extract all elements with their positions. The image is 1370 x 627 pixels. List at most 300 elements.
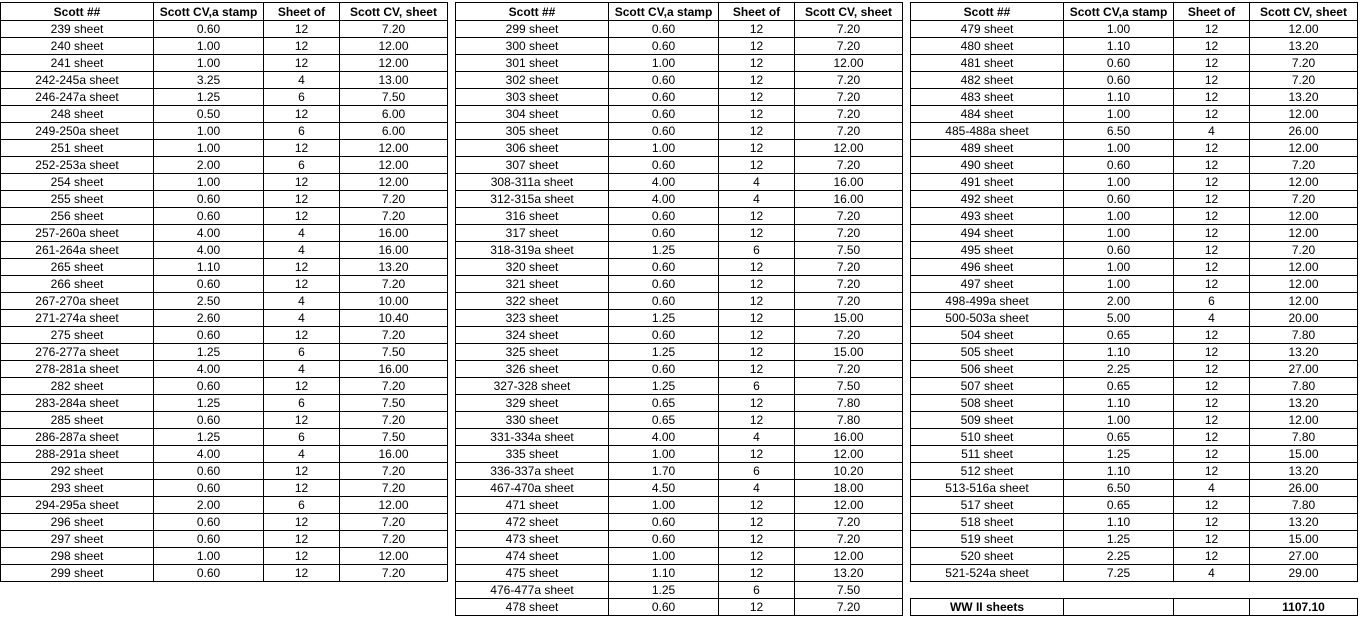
cell-scott-number: 504 sheet bbox=[911, 327, 1064, 344]
table-row bbox=[456, 548, 903, 565]
cell-scott-number: 480 sheet bbox=[911, 38, 1064, 55]
cell-scott-number: 304 sheet bbox=[456, 106, 609, 123]
table-row bbox=[911, 225, 1358, 242]
table-row bbox=[911, 395, 1358, 412]
cell-sheet-of: 12 bbox=[719, 361, 795, 378]
table-row bbox=[1, 242, 448, 259]
cell-scott-number: 312-315a sheet bbox=[456, 191, 609, 208]
cell-sheet-of: 4 bbox=[264, 242, 340, 259]
header-row bbox=[911, 3, 1358, 21]
cell-sheet-of: 12 bbox=[1174, 497, 1250, 514]
cell-cv-stamp: 0.60 bbox=[609, 293, 719, 310]
cell-scott-number: 307 sheet bbox=[456, 157, 609, 174]
cell-sheet-of: 12 bbox=[1174, 429, 1250, 446]
cell-scott-number: 248 sheet bbox=[1, 106, 154, 123]
sheet-table-2 bbox=[455, 2, 903, 616]
cell-sheet-of: 12 bbox=[1174, 55, 1250, 72]
cell-cv-stamp: 0.60 bbox=[1064, 55, 1174, 72]
cell-sheet-of: 12 bbox=[264, 259, 340, 276]
cell-sheet-of: 12 bbox=[719, 140, 795, 157]
cell-cv-sheet: 12.00 bbox=[795, 497, 903, 514]
table-row bbox=[911, 72, 1358, 89]
cell-scott-number: 490 sheet bbox=[911, 157, 1064, 174]
table-row bbox=[911, 208, 1358, 225]
table-row bbox=[456, 276, 903, 293]
cell-cv-stamp: 2.50 bbox=[154, 293, 264, 310]
table-row bbox=[456, 293, 903, 310]
cell-sheet-of: 12 bbox=[719, 548, 795, 565]
cell-scott-number: 298 sheet bbox=[1, 548, 154, 565]
cell-cv-sheet: 7.20 bbox=[795, 208, 903, 225]
cell-cv-sheet: 7.20 bbox=[340, 21, 448, 38]
cell-cv-sheet: 7.20 bbox=[795, 276, 903, 293]
cell-cv-stamp: 0.60 bbox=[154, 276, 264, 293]
cell-cv-stamp: 0.60 bbox=[609, 276, 719, 293]
cell-scott-number: 299 sheet bbox=[456, 21, 609, 38]
cell-cv-sheet: 7.20 bbox=[1250, 55, 1358, 72]
cell-cv-stamp: 1.10 bbox=[1064, 344, 1174, 361]
cell-cv-stamp: 0.60 bbox=[1064, 72, 1174, 89]
cell-cv-stamp: 0.60 bbox=[609, 225, 719, 242]
cell-sheet-of: 6 bbox=[264, 429, 340, 446]
cell-scott-number: 271-274a sheet bbox=[1, 310, 154, 327]
cell-cv-sheet: 12.00 bbox=[1250, 140, 1358, 157]
header-row bbox=[456, 3, 903, 21]
cell-cv-sheet: 7.50 bbox=[340, 429, 448, 446]
cell-scott-number: 276-277a sheet bbox=[1, 344, 154, 361]
cell-scott-number: 330 sheet bbox=[456, 412, 609, 429]
cell-sheet-of: 12 bbox=[264, 480, 340, 497]
cell-cv-stamp: 1.00 bbox=[1064, 225, 1174, 242]
cell-scott-number: 241 sheet bbox=[1, 55, 154, 72]
cell-cv-sheet: 13.00 bbox=[340, 72, 448, 89]
cell-cv-stamp: 2.60 bbox=[154, 310, 264, 327]
cell-sheet-of: 12 bbox=[719, 310, 795, 327]
cell-cv-stamp: 6.50 bbox=[1064, 480, 1174, 497]
header-cv-sheet: Scott CV, sheet bbox=[1250, 3, 1358, 21]
cell-cv-sheet: 7.20 bbox=[340, 208, 448, 225]
cell-cv-stamp: 1.10 bbox=[1064, 89, 1174, 106]
cell-sheet-of: 4 bbox=[1174, 480, 1250, 497]
cell-scott-number: 327-328 sheet bbox=[456, 378, 609, 395]
table-row bbox=[456, 480, 903, 497]
cell-cv-sheet: 7.20 bbox=[795, 531, 903, 548]
cell-cv-stamp: 1.00 bbox=[1064, 174, 1174, 191]
cell-sheet-of: 12 bbox=[264, 412, 340, 429]
table-row bbox=[1, 378, 448, 395]
cell-scott-number: 306 sheet bbox=[456, 140, 609, 157]
table-row bbox=[1, 123, 448, 140]
table-row bbox=[1, 259, 448, 276]
table-row bbox=[456, 497, 903, 514]
table-row bbox=[911, 463, 1358, 480]
cell-sheet-of: 12 bbox=[264, 378, 340, 395]
cell-cv-sheet: 7.20 bbox=[1250, 191, 1358, 208]
table-row bbox=[911, 480, 1358, 497]
cell-sheet-of: 12 bbox=[719, 446, 795, 463]
cell-cv-sheet: 7.20 bbox=[1250, 72, 1358, 89]
cell-cv-sheet: 12.00 bbox=[340, 38, 448, 55]
cell-sheet-of: 12 bbox=[719, 21, 795, 38]
table-row bbox=[456, 378, 903, 395]
table-row bbox=[1, 565, 448, 582]
cell-sheet-of: 12 bbox=[264, 276, 340, 293]
cell-cv-sheet: 7.20 bbox=[795, 293, 903, 310]
cell-cv-stamp: 2.00 bbox=[154, 157, 264, 174]
cell-cv-sheet: 15.00 bbox=[1250, 446, 1358, 463]
cell-scott-number: 497 sheet bbox=[911, 276, 1064, 293]
cell-sheet-of: 12 bbox=[1174, 395, 1250, 412]
table-row bbox=[1, 293, 448, 310]
cell-scott-number: 261-264a sheet bbox=[1, 242, 154, 259]
cell-scott-number: 255 sheet bbox=[1, 191, 154, 208]
cell-cv-sheet: 13.20 bbox=[795, 565, 903, 582]
cell-cv-sheet: 13.20 bbox=[1250, 344, 1358, 361]
cell-cv-sheet: 12.00 bbox=[340, 55, 448, 72]
cell-cv-stamp: 4.00 bbox=[154, 225, 264, 242]
cell-scott-number: 498-499a sheet bbox=[911, 293, 1064, 310]
cell-sheet-of: 12 bbox=[719, 344, 795, 361]
cell-cv-stamp: 1.10 bbox=[1064, 514, 1174, 531]
cell-cv-sheet: 12.00 bbox=[340, 497, 448, 514]
cell-sheet-of: 12 bbox=[264, 38, 340, 55]
cell-scott-number: 329 sheet bbox=[456, 395, 609, 412]
cell-sheet-of: 6 bbox=[264, 497, 340, 514]
cell-cv-stamp: 0.60 bbox=[1064, 242, 1174, 259]
cell-sheet-of: 12 bbox=[264, 174, 340, 191]
cell-cv-sheet: 12.00 bbox=[340, 174, 448, 191]
table-row bbox=[456, 514, 903, 531]
table-row bbox=[1, 548, 448, 565]
cell-cv-sheet: 7.20 bbox=[340, 531, 448, 548]
cell-sheet-of: 12 bbox=[264, 140, 340, 157]
cell-cv-sheet: 16.00 bbox=[340, 242, 448, 259]
table-row bbox=[1, 531, 448, 548]
cell-cv-stamp: 0.60 bbox=[154, 412, 264, 429]
table-row bbox=[911, 89, 1358, 106]
cell-scott-number: 282 sheet bbox=[1, 378, 154, 395]
cell-cv-stamp: 0.60 bbox=[609, 123, 719, 140]
cell-cv-stamp: 1.00 bbox=[1064, 106, 1174, 123]
table-row bbox=[1, 361, 448, 378]
cell-cv-sheet: 7.20 bbox=[795, 123, 903, 140]
cell-cv-stamp: 6.50 bbox=[1064, 123, 1174, 140]
cell-cv-sheet: 7.20 bbox=[795, 72, 903, 89]
cell-scott-number: 517 sheet bbox=[911, 497, 1064, 514]
cell-cv-stamp: 1.25 bbox=[609, 310, 719, 327]
cell-sheet-of: 6 bbox=[719, 378, 795, 395]
table-row bbox=[911, 548, 1358, 565]
cell-cv-sheet: 10.00 bbox=[340, 293, 448, 310]
cell-cv-sheet: 7.20 bbox=[795, 361, 903, 378]
cell-cv-sheet: 12.00 bbox=[340, 548, 448, 565]
cell-cv-sheet: 15.00 bbox=[795, 310, 903, 327]
cell-cv-sheet: 7.80 bbox=[1250, 378, 1358, 395]
table-row bbox=[456, 38, 903, 55]
table-row bbox=[456, 140, 903, 157]
header-scott-number: Scott ## bbox=[911, 3, 1064, 21]
table-row bbox=[456, 89, 903, 106]
sheet-table-3 bbox=[910, 2, 1358, 616]
cell-sheet-of: 4 bbox=[719, 174, 795, 191]
cell-cv-stamp: 0.65 bbox=[609, 395, 719, 412]
cell-cv-stamp: 4.50 bbox=[609, 480, 719, 497]
cell-cv-sheet: 10.40 bbox=[340, 310, 448, 327]
cell-cv-stamp: 1.00 bbox=[1064, 259, 1174, 276]
table-row bbox=[456, 531, 903, 548]
table-row bbox=[1, 191, 448, 208]
cell-cv-sheet: 13.20 bbox=[1250, 514, 1358, 531]
table-row bbox=[1, 225, 448, 242]
cell-cv-sheet: 13.20 bbox=[1250, 38, 1358, 55]
header-scott-number: Scott ## bbox=[1, 3, 154, 21]
cell-sheet-of: 12 bbox=[1174, 72, 1250, 89]
cell-cv-stamp: 1.25 bbox=[609, 378, 719, 395]
cell-sheet-of: 4 bbox=[264, 310, 340, 327]
cell-cv-stamp: 1.00 bbox=[609, 497, 719, 514]
total-label: WW II sheets bbox=[911, 599, 1064, 616]
cell-sheet-of: 12 bbox=[264, 55, 340, 72]
cell-scott-number: 292 sheet bbox=[1, 463, 154, 480]
cell-cv-sheet: 12.00 bbox=[795, 140, 903, 157]
cell-sheet-of: 12 bbox=[719, 106, 795, 123]
table-row bbox=[911, 123, 1358, 140]
cell-cv-stamp: 0.60 bbox=[154, 208, 264, 225]
cell-cv-stamp: 1.00 bbox=[609, 55, 719, 72]
cell-sheet-of: 6 bbox=[264, 395, 340, 412]
cell-cv-stamp: 1.25 bbox=[1064, 446, 1174, 463]
cell-cv-stamp: 1.00 bbox=[1064, 140, 1174, 157]
table-row bbox=[911, 293, 1358, 310]
cell-cv-sheet: 13.20 bbox=[340, 259, 448, 276]
cell-cv-sheet: 7.80 bbox=[1250, 429, 1358, 446]
cell-sheet-of: 12 bbox=[1174, 191, 1250, 208]
spacer-row bbox=[911, 582, 1358, 599]
cell-cv-sheet: 27.00 bbox=[1250, 548, 1358, 565]
cell-cv-sheet: 7.80 bbox=[795, 412, 903, 429]
cell-scott-number: 265 sheet bbox=[1, 259, 154, 276]
table-row bbox=[456, 157, 903, 174]
cell-cv-sheet: 7.20 bbox=[340, 565, 448, 582]
table-row bbox=[911, 242, 1358, 259]
cell-sheet-of: 12 bbox=[1174, 21, 1250, 38]
cell-scott-number: 323 sheet bbox=[456, 310, 609, 327]
cell-sheet-of: 12 bbox=[1174, 514, 1250, 531]
table-row bbox=[1, 157, 448, 174]
cell-sheet-of: 12 bbox=[719, 38, 795, 55]
cell-cv-sheet: 6.00 bbox=[340, 123, 448, 140]
cell-sheet-of: 12 bbox=[719, 225, 795, 242]
table-row bbox=[911, 412, 1358, 429]
cell-cv-sheet: 12.00 bbox=[1250, 225, 1358, 242]
cell-scott-number: 246-247a sheet bbox=[1, 89, 154, 106]
cell-scott-number: 300 sheet bbox=[456, 38, 609, 55]
cell-scott-number: 302 sheet bbox=[456, 72, 609, 89]
cell-scott-number: 474 sheet bbox=[456, 548, 609, 565]
table-row bbox=[1, 21, 448, 38]
cell-scott-number: 481 sheet bbox=[911, 55, 1064, 72]
cell-cv-sheet: 12.00 bbox=[795, 446, 903, 463]
table-row bbox=[456, 123, 903, 140]
cell-sheet-of: 12 bbox=[264, 531, 340, 548]
cell-scott-number: 471 sheet bbox=[456, 497, 609, 514]
cell-scott-number: 496 sheet bbox=[911, 259, 1064, 276]
cell-sheet-of: 12 bbox=[719, 497, 795, 514]
cell-sheet-of: 12 bbox=[719, 293, 795, 310]
cell-sheet-of: 12 bbox=[1174, 38, 1250, 55]
cell-cv-sheet: 27.00 bbox=[1250, 361, 1358, 378]
cell-cv-sheet: 26.00 bbox=[1250, 480, 1358, 497]
cell-cv-sheet: 18.00 bbox=[795, 480, 903, 497]
cell-cv-sheet: 6.00 bbox=[340, 106, 448, 123]
cell-sheet-of: 12 bbox=[1174, 140, 1250, 157]
cell-scott-number: 482 sheet bbox=[911, 72, 1064, 89]
cell-scott-number: 321 sheet bbox=[456, 276, 609, 293]
cell-sheet-of: 12 bbox=[264, 463, 340, 480]
cell-cv-stamp: 4.00 bbox=[154, 361, 264, 378]
table-row bbox=[456, 191, 903, 208]
cell-scott-number: 336-337a sheet bbox=[456, 463, 609, 480]
cell-cv-stamp: 1.25 bbox=[609, 242, 719, 259]
cell-sheet-of: 12 bbox=[264, 208, 340, 225]
cell-cv-sheet: 12.00 bbox=[340, 157, 448, 174]
table-row bbox=[456, 361, 903, 378]
cell-sheet-of: 6 bbox=[264, 89, 340, 106]
table-row bbox=[1, 514, 448, 531]
cell-sheet-of: 4 bbox=[719, 480, 795, 497]
cell-sheet-of: 12 bbox=[1174, 276, 1250, 293]
cell-cv-stamp: 0.60 bbox=[609, 259, 719, 276]
cell-scott-number: 509 sheet bbox=[911, 412, 1064, 429]
cell-sheet-of: 12 bbox=[264, 514, 340, 531]
cell-cv-stamp: 4.00 bbox=[609, 429, 719, 446]
header-cv-sheet: Scott CV, sheet bbox=[340, 3, 448, 21]
cell-sheet-of: 12 bbox=[1174, 259, 1250, 276]
cell-cv-stamp: 4.00 bbox=[609, 191, 719, 208]
cell-scott-number: 286-287a sheet bbox=[1, 429, 154, 446]
cell-scott-number: 489 sheet bbox=[911, 140, 1064, 157]
cell-cv-stamp: 0.60 bbox=[1064, 191, 1174, 208]
table-row bbox=[456, 599, 903, 616]
table-row bbox=[1, 208, 448, 225]
cell-cv-stamp: 0.60 bbox=[609, 531, 719, 548]
cell-sheet-of: 12 bbox=[719, 599, 795, 616]
cell-scott-number: 301 sheet bbox=[456, 55, 609, 72]
cell-cv-sheet: 7.80 bbox=[1250, 327, 1358, 344]
spacer-cell bbox=[1064, 582, 1174, 599]
cell-cv-stamp: 0.65 bbox=[1064, 327, 1174, 344]
cell-cv-sheet: 13.20 bbox=[1250, 463, 1358, 480]
cell-cv-sheet: 16.00 bbox=[340, 225, 448, 242]
cell-cv-stamp: 2.00 bbox=[1064, 293, 1174, 310]
table-row bbox=[911, 361, 1358, 378]
cell-cv-sheet: 7.20 bbox=[340, 480, 448, 497]
table-row bbox=[911, 157, 1358, 174]
cell-scott-number: 492 sheet bbox=[911, 191, 1064, 208]
table-row bbox=[911, 276, 1358, 293]
cell-scott-number: 305 sheet bbox=[456, 123, 609, 140]
cell-scott-number: 294-295a sheet bbox=[1, 497, 154, 514]
cell-cv-sheet: 7.20 bbox=[340, 327, 448, 344]
cell-cv-stamp: 4.00 bbox=[154, 242, 264, 259]
cell-cv-sheet: 7.20 bbox=[340, 378, 448, 395]
cell-cv-stamp: 1.00 bbox=[154, 38, 264, 55]
cell-sheet-of: 12 bbox=[264, 548, 340, 565]
cell-cv-stamp: 1.10 bbox=[1064, 38, 1174, 55]
cell-cv-sheet: 7.20 bbox=[795, 38, 903, 55]
cell-cv-stamp: 0.60 bbox=[154, 21, 264, 38]
cell-scott-number: 324 sheet bbox=[456, 327, 609, 344]
header-sheet-of: Sheet of bbox=[719, 3, 795, 21]
cell-cv-sheet: 7.50 bbox=[340, 89, 448, 106]
cell-cv-stamp: 1.00 bbox=[1064, 208, 1174, 225]
table-row bbox=[1, 89, 448, 106]
cell-sheet-of: 12 bbox=[719, 531, 795, 548]
cell-scott-number: 275 sheet bbox=[1, 327, 154, 344]
header-cv-sheet: Scott CV, sheet bbox=[795, 3, 903, 21]
table-row bbox=[456, 310, 903, 327]
table-row bbox=[911, 55, 1358, 72]
cell-sheet-of: 12 bbox=[719, 412, 795, 429]
cell-sheet-of: 12 bbox=[1174, 174, 1250, 191]
cell-sheet-of: 4 bbox=[1174, 310, 1250, 327]
cell-cv-stamp: 2.00 bbox=[154, 497, 264, 514]
cell-cv-sheet: 12.00 bbox=[1250, 106, 1358, 123]
cell-scott-number: 521-524a sheet bbox=[911, 565, 1064, 582]
cell-sheet-of: 12 bbox=[1174, 412, 1250, 429]
cell-cv-stamp: 2.25 bbox=[1064, 361, 1174, 378]
cell-scott-number: 500-503a sheet bbox=[911, 310, 1064, 327]
cell-sheet-of: 12 bbox=[264, 106, 340, 123]
table-row bbox=[911, 344, 1358, 361]
cell-scott-number: 493 sheet bbox=[911, 208, 1064, 225]
table-row bbox=[911, 497, 1358, 514]
cell-cv-sheet: 20.00 bbox=[1250, 310, 1358, 327]
cell-cv-stamp: 0.60 bbox=[609, 599, 719, 616]
cell-scott-number: 520 sheet bbox=[911, 548, 1064, 565]
table-row bbox=[911, 106, 1358, 123]
cell-cv-sheet: 7.20 bbox=[340, 412, 448, 429]
table-row bbox=[1, 106, 448, 123]
cell-sheet-of: 12 bbox=[719, 89, 795, 106]
cell-cv-stamp: 3.25 bbox=[154, 72, 264, 89]
cell-scott-number: 476-477a sheet bbox=[456, 582, 609, 599]
header-sheet-of: Sheet of bbox=[1174, 3, 1250, 21]
cell-cv-stamp: 7.25 bbox=[1064, 565, 1174, 582]
cell-scott-number: 283-284a sheet bbox=[1, 395, 154, 412]
cell-cv-stamp: 0.60 bbox=[154, 191, 264, 208]
cell-scott-number: 475 sheet bbox=[456, 565, 609, 582]
cell-sheet-of: 6 bbox=[719, 582, 795, 599]
cell-sheet-of: 6 bbox=[719, 242, 795, 259]
cell-sheet-of: 12 bbox=[1174, 446, 1250, 463]
cell-cv-stamp: 0.60 bbox=[609, 327, 719, 344]
cell-sheet-of: 12 bbox=[719, 514, 795, 531]
cell-sheet-of: 12 bbox=[719, 565, 795, 582]
cell-cv-stamp: 0.60 bbox=[154, 378, 264, 395]
cell-cv-sheet: 7.20 bbox=[340, 276, 448, 293]
cell-cv-stamp: 1.10 bbox=[609, 565, 719, 582]
table-row bbox=[456, 174, 903, 191]
cell-sheet-of: 4 bbox=[264, 361, 340, 378]
table-row bbox=[911, 327, 1358, 344]
cell-sheet-of: 4 bbox=[264, 293, 340, 310]
cell-scott-number: 331-334a sheet bbox=[456, 429, 609, 446]
cell-scott-number: 510 sheet bbox=[911, 429, 1064, 446]
cell-scott-number: 299 sheet bbox=[1, 565, 154, 582]
spacer-cell bbox=[911, 582, 1064, 599]
table-row bbox=[1, 429, 448, 446]
